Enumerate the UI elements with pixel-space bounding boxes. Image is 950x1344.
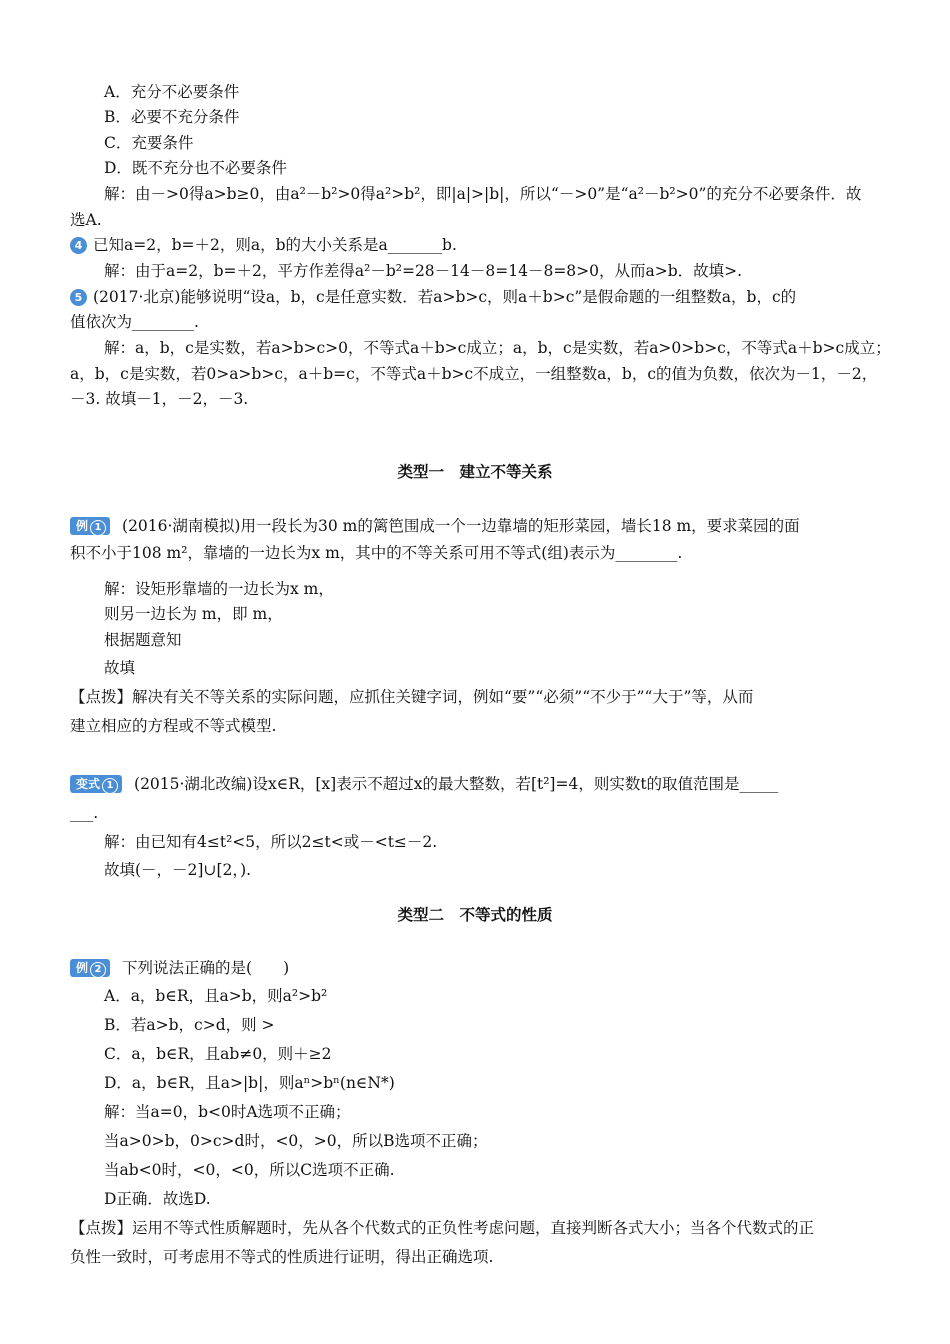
section-heading: 类型一 建立不等关系 xyxy=(397,463,553,481)
line-text: a，b，c是实数，若0>a>b>c，a＋b=c，不等式a＋b>c不成立，一组整数a，b，c的值为负数，依次为－1，－2， xyxy=(70,365,878,383)
line-text: 已知a=2，b=＋2，则a，b的大小关系是a_______b. xyxy=(93,236,457,254)
text-line xyxy=(104,630,886,650)
line-text: 当a>0>b，0>c>d时，<0，>0，所以B选项不正确； xyxy=(104,1132,488,1150)
line-text: C．充要条件 xyxy=(104,134,194,152)
text-line xyxy=(104,1044,886,1064)
text-line xyxy=(104,261,886,281)
text-line xyxy=(70,389,886,409)
line-text: 值依次为________. xyxy=(70,313,199,331)
text-line xyxy=(70,516,886,536)
text-line xyxy=(104,1189,886,1209)
variant-badge: 变式 1 xyxy=(70,775,122,793)
line-text: 故填(－，－2]∪[2，). xyxy=(104,861,252,879)
line-text: A．充分不必要条件 xyxy=(104,83,240,101)
text-line xyxy=(70,716,886,736)
line-text: 解：当a=0，b<0时A选项不正确； xyxy=(104,1103,351,1121)
text-line xyxy=(104,184,886,204)
section-heading: 类型二 不等式的性质 xyxy=(397,906,553,924)
line-text: 解：设矩形靠墙的一边长为x m， xyxy=(104,580,334,598)
line-text: D．a，b∈R，且a>|b|，则aⁿ>bⁿ(n∈N*) xyxy=(104,1074,395,1092)
text-line xyxy=(104,107,886,127)
text-line xyxy=(70,958,886,978)
line-text: 根据题意知 xyxy=(104,631,182,649)
text-line xyxy=(104,338,891,358)
text-line xyxy=(70,235,886,255)
text-line xyxy=(104,658,886,678)
text-line xyxy=(104,1015,886,1035)
line-text: 解：由已知有4≤t²<5，所以2≤t<或－<t≤－2. xyxy=(104,833,438,851)
text-line xyxy=(70,312,886,332)
example-badge: 例 2 xyxy=(70,959,110,977)
text-line xyxy=(104,579,886,599)
line-text: 【点拨】运用不等式性质解题时，先从各个代数式的正负性考虑问题，直接判断各式大小；当各个代数式的正 xyxy=(70,1219,815,1237)
line-text: 负性一致时，可考虑用不等式的性质进行证明，得出正确选项. xyxy=(70,1248,494,1266)
text-line xyxy=(70,1218,886,1238)
text-line xyxy=(70,774,886,794)
text-line xyxy=(70,687,886,707)
line-text: ___. xyxy=(70,804,99,822)
question-number-badge: 4 xyxy=(70,237,87,254)
line-text: 解：由－>0得a>b≥0，由a²－b²>0得a²>b²，即|a|>|b|，所以“－>0”是“a²－b²>0”的充分不必要条件．故 xyxy=(104,185,862,203)
text-line xyxy=(104,133,886,153)
line-text: 解：由于a=2，b=＋2，平方作差得a²－b²=28－14－8=14－8=8>0，从而a>b．故填>. xyxy=(104,262,743,280)
line-text: 选A. xyxy=(70,211,102,229)
line-text: 积不小于108 m²，靠墙的一边长为x m，其中的不等关系可用不等式(组)表示为________. xyxy=(70,544,683,562)
line-text: 则另一边长为 m，即 m， xyxy=(104,605,283,623)
text-line xyxy=(70,543,886,563)
text-line xyxy=(104,604,886,624)
line-text: A．a，b∈R，且a>b，则a²>b² xyxy=(104,987,328,1005)
line-text: (2017·北京)能够说明“设a，b，c是任意实数．若a>b>c，则a＋b>c”是假命题的一组整数a，b，c的 xyxy=(93,288,797,306)
question-number-badge: 5 xyxy=(70,289,87,306)
line-text: (2016·湖南模拟)用一段长为30 m的篱笆围成一个一边靠墙的矩形菜园，墙长18 m，要求菜园的面 xyxy=(122,517,800,535)
text-line xyxy=(104,1160,886,1180)
line-text: B．必要不充分条件 xyxy=(104,108,240,126)
text-line xyxy=(104,832,886,852)
text-line xyxy=(104,1102,886,1122)
line-text: D．既不充分也不必要条件 xyxy=(104,159,287,177)
line-text: 下列说法正确的是( ) xyxy=(122,959,290,977)
text-line xyxy=(70,287,886,307)
text-line xyxy=(104,82,886,102)
text-line xyxy=(104,158,886,178)
line-text: 当ab<0时，<0，<0，所以C选项不正确. xyxy=(104,1161,395,1179)
line-text: 解：a，b，c是实数，若a>b>c>0，不等式a＋b>c成立；a，b，c是实数，若a>0>b>c，不等式a＋b>c成立； xyxy=(104,339,891,357)
text-line xyxy=(104,986,886,1006)
line-text: 【点拨】解决有关不等关系的实际问题，应抓住关键字词，例如“要”“必须”“不少于”“大于”等，从而 xyxy=(70,688,754,706)
line-text: －3. 故填－1，－2，－3. xyxy=(70,390,249,408)
text-line xyxy=(70,210,886,230)
line-text: D正确．故选D. xyxy=(104,1190,211,1208)
line-text: (2015·湖北改编)设x∈R，[x]表示不超过x的最大整数，若[t²]=4，则实数t的取值范围是_____ xyxy=(134,775,779,793)
text-line xyxy=(70,364,886,384)
line-text: 建立相应的方程或不等式模型. xyxy=(70,717,277,735)
text-line xyxy=(104,1073,886,1093)
line-text: 故填 xyxy=(104,659,136,677)
text-line xyxy=(70,1247,886,1267)
line-text: C．a，b∈R，且ab≠0，则＋≥2 xyxy=(104,1045,332,1063)
text-line xyxy=(104,1131,886,1151)
text-line xyxy=(104,860,886,880)
example-badge: 例 1 xyxy=(70,517,110,535)
line-text: B．若a>b，c>d，则 > xyxy=(104,1016,275,1034)
text-line xyxy=(70,803,886,823)
